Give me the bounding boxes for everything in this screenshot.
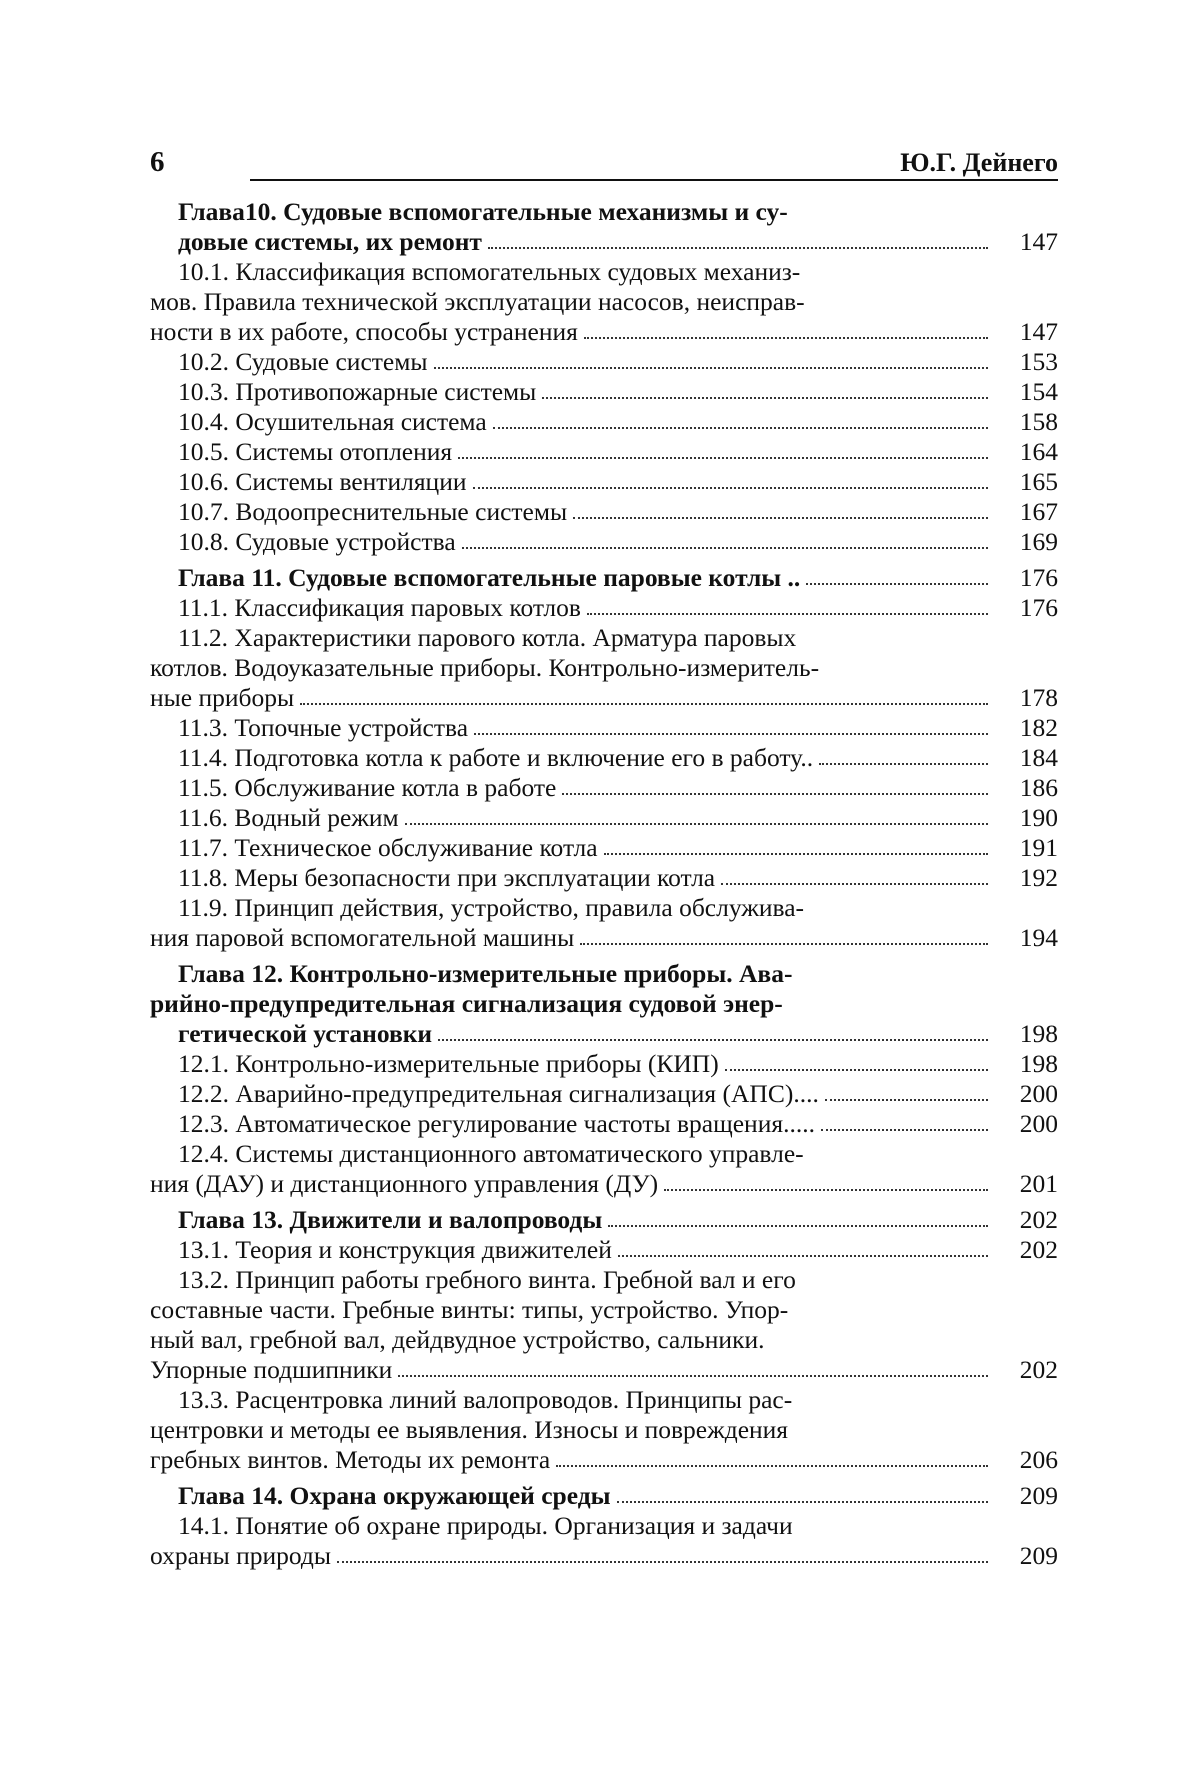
dot-leader (825, 1099, 988, 1101)
toc-entry-final-line (150, 527, 1058, 557)
toc-entry-title: Глава 11. Судовые вспомогательные паровые котлы .. (150, 563, 800, 593)
toc-entry-line: Глава10. Судовые вспомогательные механизмы и су- (150, 197, 1058, 227)
toc-entry-line: Глава 12. Контрольно-измерительные приборы. Ава- (150, 959, 1058, 989)
toc-entry-final-line (150, 1205, 1058, 1235)
toc-entry-final-line (150, 437, 1058, 467)
toc-section-entry[interactable] (150, 743, 1058, 773)
toc-section-entry[interactable] (150, 833, 1058, 863)
toc-page-number: 147 (994, 317, 1058, 347)
toc-entry-line: 12.4. Системы дистанционного автоматического управле- (150, 1139, 1058, 1169)
toc-page-number: 178 (994, 683, 1058, 713)
dot-leader (474, 733, 988, 735)
toc-entry-final-line (150, 1235, 1058, 1265)
toc-entry-line: составные части. Гребные винты: типы, устройство. Упор- (150, 1295, 1058, 1325)
toc-entry-final-line (150, 1481, 1058, 1511)
toc-entry-final-line (150, 1109, 1058, 1139)
toc-section-entry[interactable] (150, 407, 1058, 437)
toc-section-entry[interactable] (150, 497, 1058, 527)
toc-entry-final-line (150, 1445, 1058, 1475)
toc-entry-final-line (150, 377, 1058, 407)
toc-entry-final-line (150, 563, 1058, 593)
toc-section-entry[interactable] (150, 1265, 1058, 1385)
toc-entry-title: 11.5. Обслуживание котла в работе (150, 773, 556, 803)
toc-entry-title: 11.3. Топочные устройства (150, 713, 468, 743)
dot-leader (493, 427, 988, 429)
dot-leader (458, 457, 988, 459)
toc-entry-final-line (150, 1541, 1058, 1571)
toc-section-entry[interactable] (150, 1235, 1058, 1265)
toc-page-number: 158 (994, 407, 1058, 437)
toc-entry-final-line (150, 407, 1058, 437)
header-rule (250, 179, 1058, 181)
toc-section-entry[interactable] (150, 863, 1058, 893)
toc-entry-final-line (150, 863, 1058, 893)
toc-section-entry[interactable] (150, 467, 1058, 497)
toc-section-entry[interactable] (150, 1511, 1058, 1571)
toc-entry-title: 10.5. Системы отопления (150, 437, 452, 467)
toc-entry-title: Глава 13. Движители и валопроводы (150, 1205, 602, 1235)
toc-entry-title: 13.1. Теория и конструкция движителей (150, 1235, 612, 1265)
dot-leader (664, 1189, 988, 1191)
dot-leader (438, 1039, 988, 1041)
dot-leader (721, 883, 988, 885)
toc-page-number: 209 (994, 1541, 1058, 1571)
toc-entry-title: гетической установки (150, 1019, 432, 1049)
toc-chapter-entry[interactable] (150, 197, 1058, 257)
toc-section-entry[interactable] (150, 623, 1058, 713)
toc-section-entry[interactable] (150, 593, 1058, 623)
toc-chapter-entry[interactable] (150, 563, 1058, 593)
toc-entry-line: центровки и методы ее выявления. Износы и повреждения (150, 1415, 1058, 1445)
toc-entry-final-line (150, 713, 1058, 743)
toc-page-number: 200 (994, 1079, 1058, 1109)
toc-entry-final-line (150, 1355, 1058, 1385)
dot-leader (488, 247, 988, 249)
toc-section-entry[interactable] (150, 1079, 1058, 1109)
toc-chapter-entry[interactable] (150, 1205, 1058, 1235)
toc-page-number: 176 (994, 593, 1058, 623)
toc-entry-line: рийно-предупредительная сигнализация судовой энер- (150, 989, 1058, 1019)
toc-entry-final-line (150, 467, 1058, 497)
toc-entry-final-line (150, 1079, 1058, 1109)
toc-section-entry[interactable] (150, 257, 1058, 347)
toc-entry-title: ности в их работе, способы устранения (150, 317, 578, 347)
toc-entry-final-line (150, 803, 1058, 833)
toc-page-number: 209 (994, 1481, 1058, 1511)
toc-entry-line: 11.9. Принцип действия, устройство, правила обслужива- (150, 893, 1058, 923)
toc-entry-final-line (150, 227, 1058, 257)
toc-page-number: 202 (994, 1355, 1058, 1385)
toc-entry-line: 11.2. Характеристики парового котла. Арматура паровых (150, 623, 1058, 653)
toc-entry-title: 10.8. Судовые устройства (150, 527, 456, 557)
dot-leader (434, 367, 989, 369)
dot-leader (587, 613, 988, 615)
toc-entry-title: Упорные подшипники (150, 1355, 392, 1385)
toc-page-number: 198 (994, 1019, 1058, 1049)
toc-entry-title: 11.6. Водный режим (150, 803, 399, 833)
toc-page-number: 165 (994, 467, 1058, 497)
toc-page-number: 169 (994, 527, 1058, 557)
toc-entry-title: Глава 14. Охрана окружающей среды (150, 1481, 611, 1511)
toc-page-number: 147 (994, 227, 1058, 257)
toc-section-entry[interactable] (150, 1385, 1058, 1475)
toc-entry-title: 12.3. Автоматическое регулирование частоты вращения..... (150, 1109, 815, 1139)
toc-entry-title: 12.2. Аварийно-предупредительная сигнализация (АПС).... (150, 1079, 819, 1109)
toc-page-number: 184 (994, 743, 1058, 773)
table-of-contents (150, 197, 1058, 1571)
toc-page-number: 153 (994, 347, 1058, 377)
toc-entry-final-line (150, 773, 1058, 803)
dot-leader (300, 703, 988, 705)
toc-page-number: 201 (994, 1169, 1058, 1199)
toc-entry-title: охраны природы (150, 1541, 331, 1571)
toc-section-entry[interactable] (150, 377, 1058, 407)
toc-section-entry[interactable] (150, 893, 1058, 953)
toc-entry-line: 14.1. Понятие об охране природы. Организация и задачи (150, 1511, 1058, 1541)
dot-leader (821, 1129, 988, 1131)
toc-page-number: 164 (994, 437, 1058, 467)
toc-section-entry[interactable] (150, 527, 1058, 557)
dot-leader (542, 397, 988, 399)
dot-leader (462, 547, 988, 549)
toc-entry-title: довые системы, их ремонт (150, 227, 482, 257)
toc-page-number: 206 (994, 1445, 1058, 1475)
toc-entry-title: 11.7. Техническое обслуживание котла (150, 833, 598, 863)
toc-page-number: 202 (994, 1205, 1058, 1235)
toc-entry-final-line (150, 1049, 1058, 1079)
toc-entry-line: ный вал, гребной вал, дейдвудное устройство, сальники. (150, 1325, 1058, 1355)
toc-entry-line: 13.2. Принцип работы гребного винта. Гребной вал и его (150, 1265, 1058, 1295)
toc-entry-title: 11.4. Подготовка котла к работе и включение его в работу.. (150, 743, 813, 773)
toc-page-number: 176 (994, 563, 1058, 593)
toc-entry-title: 10.7. Водоопреснительные системы (150, 497, 567, 527)
toc-entry-title: 10.6. Системы вентиляции (150, 467, 467, 497)
toc-section-entry[interactable] (150, 713, 1058, 743)
toc-page-number: 198 (994, 1049, 1058, 1079)
toc-page-number: 167 (994, 497, 1058, 527)
toc-page-number: 202 (994, 1235, 1058, 1265)
toc-entry-final-line (150, 347, 1058, 377)
toc-entry-title: ния паровой вспомогательной машины (150, 923, 574, 953)
dot-leader (337, 1561, 988, 1563)
dot-leader (725, 1069, 988, 1071)
toc-entry-title: 10.4. Осушительная система (150, 407, 487, 437)
toc-entry-line: котлов. Водоуказательные приборы. Контрольно-измеритель- (150, 653, 1058, 683)
toc-page-number: 186 (994, 773, 1058, 803)
toc-page-number: 200 (994, 1109, 1058, 1139)
toc-entry-line: 13.3. Расцентровка линий валопроводов. Принципы рас- (150, 1385, 1058, 1415)
toc-section-entry[interactable] (150, 1049, 1058, 1079)
toc-page-number: 190 (994, 803, 1058, 833)
toc-page-number: 194 (994, 923, 1058, 953)
toc-entry-final-line (150, 1169, 1058, 1199)
toc-page-number: 154 (994, 377, 1058, 407)
toc-section-entry[interactable] (150, 1139, 1058, 1199)
dot-leader (819, 763, 988, 765)
toc-entry-final-line (150, 317, 1058, 347)
toc-page-number: 191 (994, 833, 1058, 863)
toc-entry-final-line (150, 1019, 1058, 1049)
toc-entry-title: ные приборы (150, 683, 294, 713)
toc-section-entry[interactable] (150, 437, 1058, 467)
toc-entry-line: мов. Правила технической эксплуатации насосов, неисправ- (150, 287, 1058, 317)
toc-section-entry[interactable] (150, 347, 1058, 377)
dot-leader (562, 793, 988, 795)
dot-leader (580, 943, 988, 945)
toc-entry-title: 12.1. Контрольно-измерительные приборы (КИП) (150, 1049, 719, 1079)
running-head-author: Ю.Г. Дейнего (900, 148, 1058, 178)
toc-entry-title: ния (ДАУ) и дистанционного управления (ДУ) (150, 1169, 658, 1199)
document-page (0, 0, 1200, 1791)
page-header (150, 146, 1058, 182)
toc-entry-final-line (150, 497, 1058, 527)
toc-section-entry[interactable] (150, 1109, 1058, 1139)
dot-leader (473, 487, 989, 489)
toc-page-number: 182 (994, 713, 1058, 743)
page-number: 6 (150, 146, 165, 179)
toc-entry-title: 11.1. Классификация паровых котлов (150, 593, 581, 623)
dot-leader (604, 853, 988, 855)
toc-page-number: 192 (994, 863, 1058, 893)
toc-entry-final-line (150, 683, 1058, 713)
toc-entry-title: 11.8. Меры безопасности при эксплуатации котла (150, 863, 715, 893)
toc-entry-title: 10.3. Противопожарные системы (150, 377, 536, 407)
dot-leader (608, 1225, 988, 1227)
toc-section-entry[interactable] (150, 773, 1058, 803)
toc-entry-final-line (150, 593, 1058, 623)
dot-leader (556, 1465, 988, 1467)
dot-leader (617, 1501, 988, 1503)
dot-leader (573, 517, 988, 519)
toc-entry-title: 10.2. Судовые системы (150, 347, 428, 377)
toc-entry-line: 10.1. Классификация вспомогательных судовых механиз- (150, 257, 1058, 287)
toc-entry-final-line (150, 923, 1058, 953)
dot-leader (618, 1255, 988, 1257)
toc-chapter-entry[interactable] (150, 1481, 1058, 1511)
toc-section-entry[interactable] (150, 803, 1058, 833)
dot-leader (584, 337, 988, 339)
dot-leader (806, 583, 988, 585)
dot-leader (398, 1375, 988, 1377)
dot-leader (405, 823, 988, 825)
toc-entry-title: гребных винтов. Методы их ремонта (150, 1445, 550, 1475)
toc-entry-final-line (150, 743, 1058, 773)
toc-chapter-entry[interactable] (150, 959, 1058, 1049)
toc-entry-final-line (150, 833, 1058, 863)
